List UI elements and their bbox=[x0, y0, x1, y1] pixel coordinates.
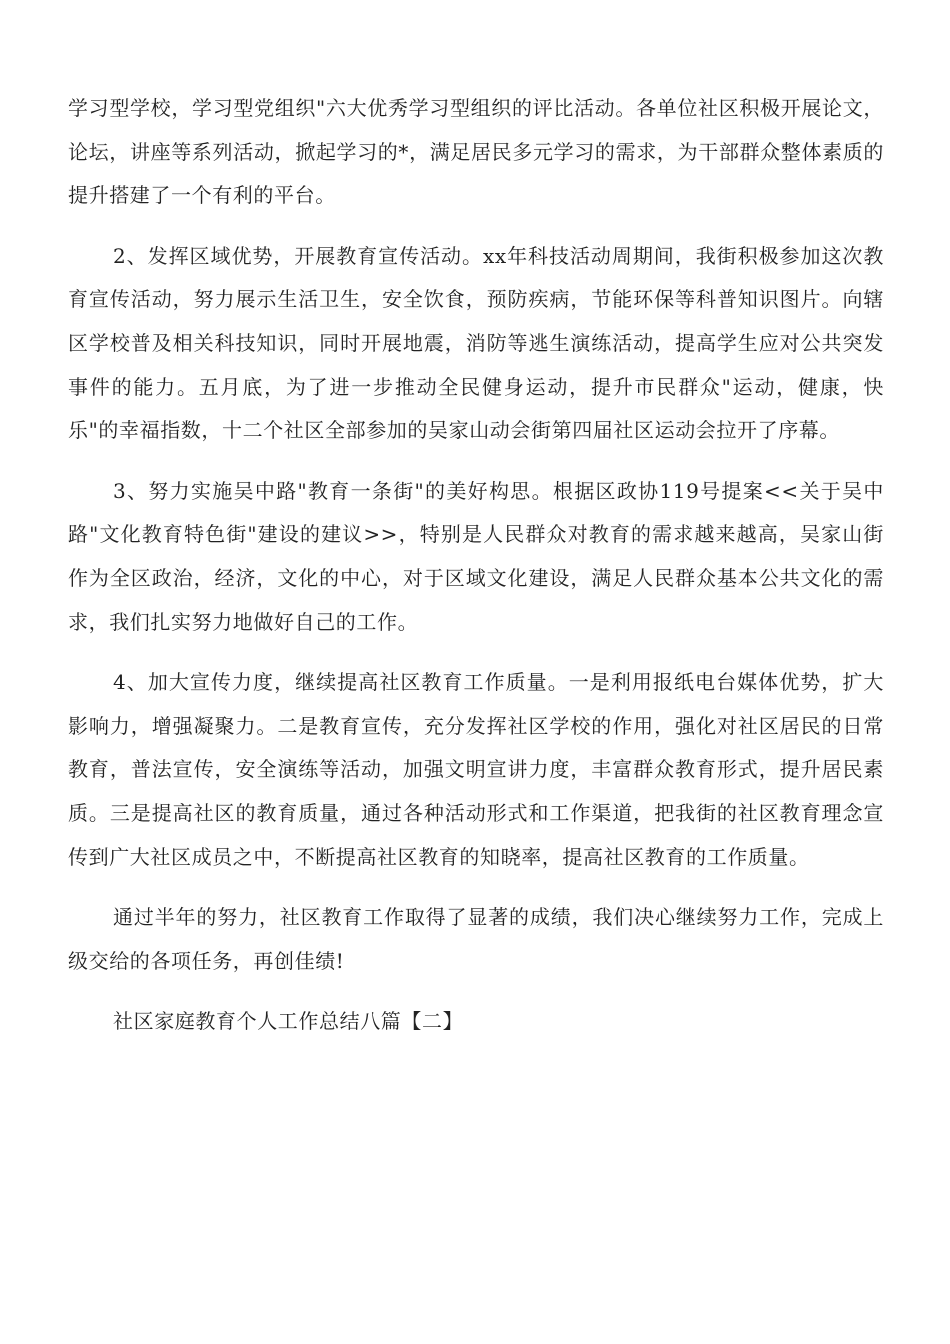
document-body bbox=[68, 87, 884, 1044]
section-heading: 社区家庭教育个人工作总结八篇【二】 bbox=[113, 1009, 464, 1034]
paragraph-3: 3、努力实施吴中路"教育一条街"的美好构思。根据区政协119号提案<<关于吴中路"文化教育特色街"建设的建议>>，特别是人民群众对教育的需求越来越高，吴家山街作为全区政治，经济，文化的中心，对于区域文化建设，满足人民群众基本公共文化的需求，我们扎实努力地做好自己的工作。 bbox=[68, 478, 884, 634]
paragraph-1: 学习型学校，学习型党组织"六大优秀学习型组织的评比活动。各单位社区积极开展论文，论坛，讲座等系列活动，掀起学习的*，满足居民多元学习的需求，为干部群众整体素质的提升搭建了一个有利的平台。 bbox=[68, 96, 884, 208]
paragraph-5: 通过半年的努力，社区教育工作取得了显著的成绩，我们决心继续努力工作，完成上级交给的各项任务，再创佳绩! bbox=[68, 905, 884, 973]
paragraph-2: 2、发挥区域优势，开展教育宣传活动。xx年科技活动周期间，我街积极参加这次教育宣传活动，努力展示生活卫生，安全饮食，预防疾病，节能环保等科普知识图片。向辖区学校普及相关科技知识，同时开展地震，消防等逃生演练活动，提高学生应对公共突发事件的能力。五月底，为了进一步推动全民健身运动，提升市民群众"运动，健康，快乐"的幸福指数，十二个社区全部参加的吴家山动会街第四届社区运动会拉开了序幕。 bbox=[68, 243, 884, 443]
paragraph-4: 4、加大宣传力度，继续提高社区教育工作质量。一是利用报纸电台媒体优势，扩大影响力，增强凝聚力。二是教育宣传，充分发挥社区学校的作用，强化对社区居民的日常教育，普法宣传，安全演练等活动，加强文明宣讲力度，丰富群众教育形式，提升居民素质。三是提高社区的教育质量，通过各种活动形式和工作渠道，把我街的社区教育理念宣传到广大社区成员之中，不断提高社区教育的知晓率，提高社区教育的工作质量。 bbox=[68, 670, 884, 869]
